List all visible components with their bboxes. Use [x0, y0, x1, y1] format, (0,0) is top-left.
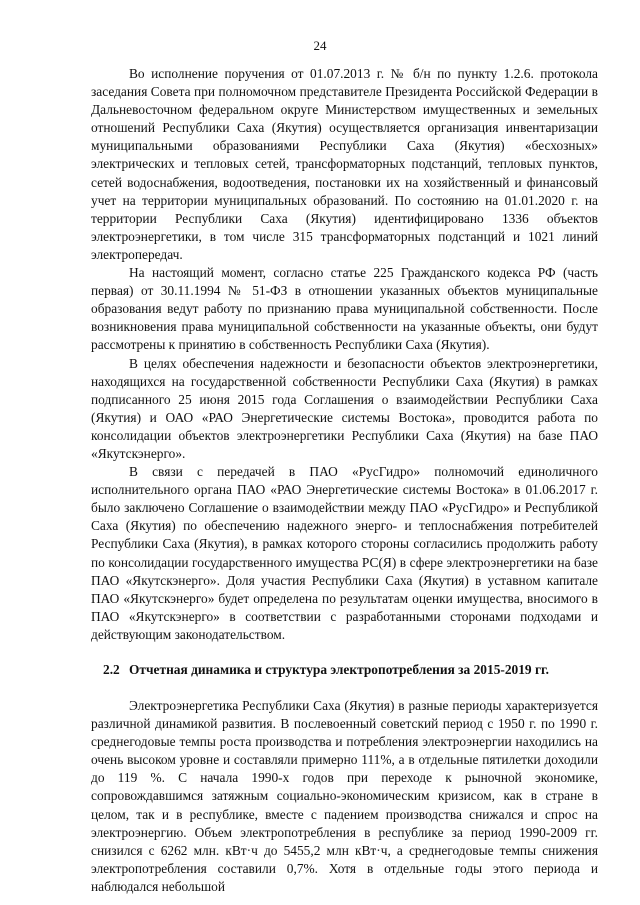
page-number: 24: [313, 38, 327, 53]
paragraph-energy-dynamics: Электроэнергетика Республики Саха (Якутия) в разные периоды характеризуется различной динамикой развития. В послевоенный советский период с 1950 г. по 1990 г. среднегодовые темпы роста производства и потребления электроэнергии находились на очень высоком уровне и составляли примерно 111%, а в отдельные пятилетки доходили до 119 %. С начала 1990-х годов при переходе к рыночной экономике, сопровождавшимся затяжным социально-экономическим кризисом, как в стране в целом, так и в республике, вместе с падением производства снижался и спрос на электроэнергию. Объем электропотребления в республике за период 1990-2009 гг. снизился с 6262 млн. кВт·ч до 5455,2 млн кВт·ч, а среднегодовые темпы снижения электропотребления составили 0,7%. Хотя в отдельные годы этого периода и наблюдался небольшой: [91, 698, 598, 894]
section-title: Отчетная динамика и структура электропотребления за 2015-2019 гг.: [129, 662, 549, 677]
paragraph-rushydro-agreement: В связи с передачей в ПАО «РусГидро» полномочий единоличного исполнительного органа ПАО «РАО Энергетические системы Востока» в 01.06.2017 г. было заключено Соглашение о взаимодействии между ПАО «РусГидро» и Республикой Саха (Якутия) по обеспечению надежного энерго- и теплоснабжения потребителей Республики Саха (Якутия), в рамках которого стороны согласились продолжить работу по консолидации государственного имущества РС(Я) в сфере электроэнергетики на базе ПАО «Якутскэнерго». Доля участия Республики Саха (Якутия) в уставном капитале ПАО «Якутскэнерго» будет определена по результатам оценки имущества, вносимого в ПАО «Якутскэнерго» в соответствии с разработанными сторонами подходами и действующим законодательством.: [91, 464, 598, 642]
paragraph-inventory: Во исполнение поручения от 01.07.2013 г. № б/н по пункту 1.2.6. протокола заседания Совета при полномочном представителе Президента Российской Федерации в Дальневосточном федеральном округе Министерством имущественных и земельных отношений Республики Саха (Якутия) осуществляется организация инвентаризации муниципальными образованиями Республики Саха (Якутия) «бесхозных» электрических и тепловых сетей, трансформаторных подстанций, тепловых пунктов, сетей водоснабжения, водоотведения, постановки их на хозяйственный и финансовый учет на территории муниципальных образований. По состоянию на 01.01.2020 г. на территории Республики Саха (Якутия) идентифицировано 1336 объектов электроэнергетики, в том числе 315 трансформаторных подстанций и 1021 линий электропередач.: [91, 66, 598, 262]
paragraph-consolidation: В целях обеспечения надежности и безопасности объектов электроэнергетики, находящихся на государственной собственности Республики Саха (Якутия) в рамках подписанного 25 июня 2015 года Соглашения о взаимодействии Республики Саха (Якутия) и ОАО «РАО Энергетические системы Востока», проводится работа по консолидации объектов электроэнергетики Республики Саха (Якутия) на базе ПАО «Якутскэнерго».: [91, 355, 598, 461]
section-number: 2.2: [103, 662, 120, 677]
paragraph-civil-code: На настоящий момент, согласно статье 225 Гражданского кодекса РФ (часть первая) от 30.11.1994 № 51-ФЗ в отношении указанных объектов муниципальные образования ведут работу по признанию права муниципальной собственности. После возникновения права муниципальной собственности на указанные объекты, они будут рассмотрены к принятию в собственность Республики Саха (Якутия).: [91, 265, 598, 353]
section-heading: [91, 661, 598, 679]
document-body: [91, 65, 598, 896]
